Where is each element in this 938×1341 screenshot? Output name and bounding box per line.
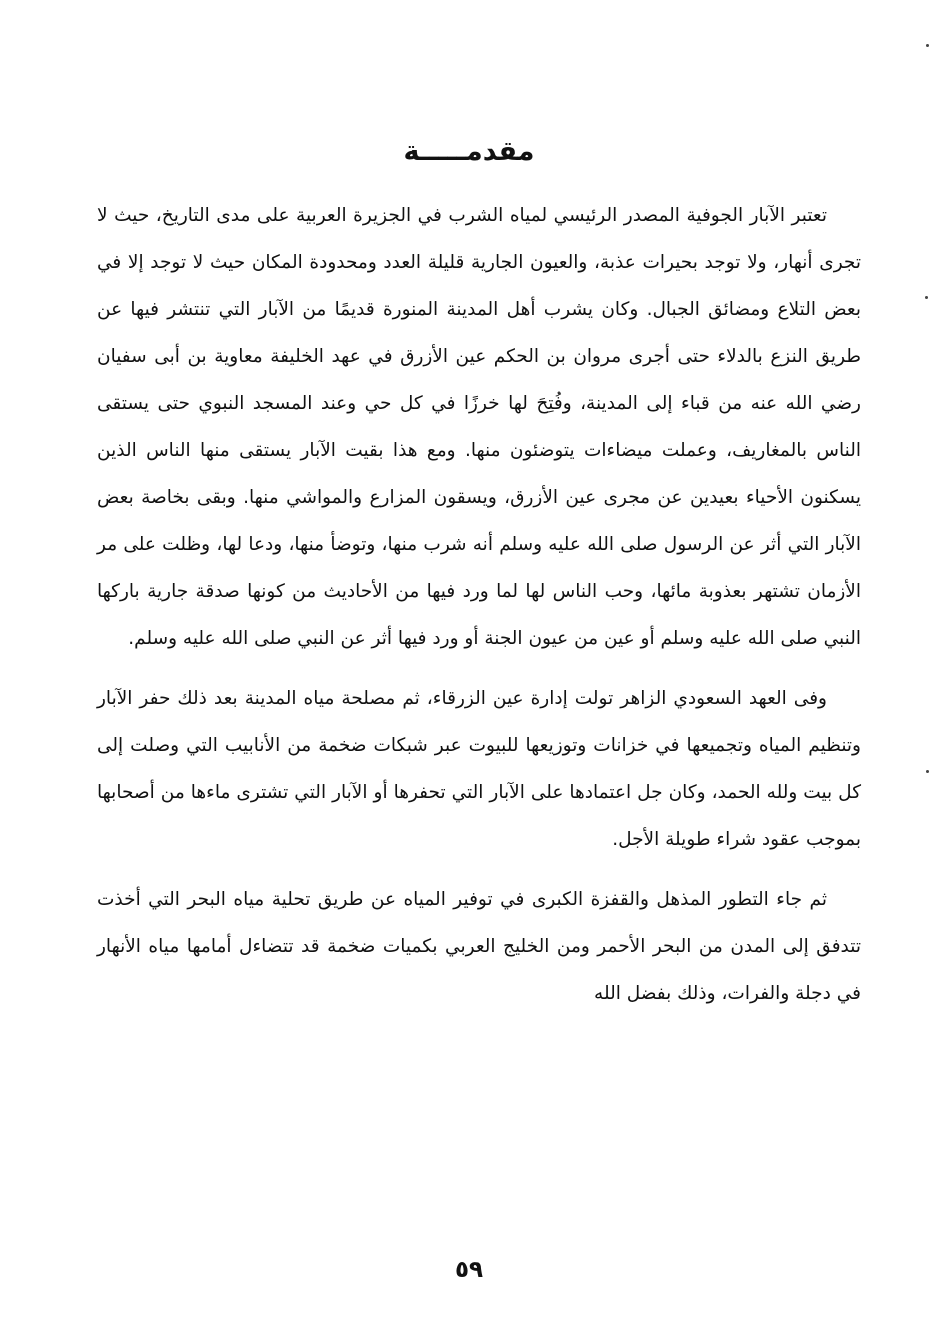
scan-speck [926, 44, 929, 47]
paragraph-1: تعتبر الآبار الجوفية المصدر الرئيسي لمياه الشرب في الجزيرة العربية على مدى التاريخ، حيث لا تجرى أنهار، ولا توجد بحيرات عذبة، والعيون الجارية قليلة العدد ومحدودة المكان حيث لا توجد إلا في بعض التلاع ومضائق الجبال. وكان يشرب أهل المدينة المنورة قديمًا من الآبار التي تنتشر فيها عن طريق النزع بالدلاء حتى أجرى مروان بن الحكم عين الأزرق في عهد الخليفة معاوية بن أبى سفيان رضي الله عنه من قباء إلى المدينة، وفُتِحَ لها خرزًا في كل حي وعند المسجد النبوي حتى يستقى الناس بالمغاريف، وعملت ميضاءات يتوضئون منها. ومع هذا بقيت الآبار يستقى منها الناس الذين يسكنون الأحياء بعيدين عن مجرى عين الأزرق، ويسقون المزارع والمواشي منها. وبقى بخاصة بعض الآبار التي أثر عن الرسول صلى الله عليه وسلم أنه شرب منها، وتوضأ منها، ودعا لها، وظلت على مر الأزمان تشتهر بعذوبة مائها، وحب الناس لها لما ورد فيها من الأحاديث من كونها صدقة جارية باركها النبي صلى الله عليه وسلم أو عين من عيون الجنة أو ورد فيها أثر عن النبي صلى الله عليه وسلم. [97, 205, 861, 649]
body-text [97, 192, 861, 1017]
paragraph-2: وفى العهد السعودي الزاهر تولت إدارة عين الزرقاء، ثم مصلحة مياه المدينة بعد ذلك حفر الآبار وتنظيم المياه وتجميعها في خزانات وتوزيعها للبيوت عبر شبكات ضخمة من الأنابيب التي وصلت إلى كل بيت ولله الحمد، وكان جل اعتمادها على الآبار التي تحفرها أو الآبار التي تشترى ماءها من أصحابها بموجب عقود شراء طويلة الأجل. [97, 688, 861, 850]
chapter-title: مقدمـــــة [403, 136, 535, 167]
paragraph-3: ثم جاء التطور المذهل والقفزة الكبرى في توفير المياه عن طريق تحلية مياه البحر التي أخذت تتدفق إلى المدن من البحر الأحمر ومن الخليج العربي بكميات ضخمة قد تتضاءل أمامها مياه الأنهار في دجلة والفرات، وذلك بفضل الله [97, 889, 861, 1004]
scan-speck [926, 770, 929, 773]
scan-speck [925, 296, 928, 299]
page-number: ٥٩ [454, 1257, 484, 1283]
